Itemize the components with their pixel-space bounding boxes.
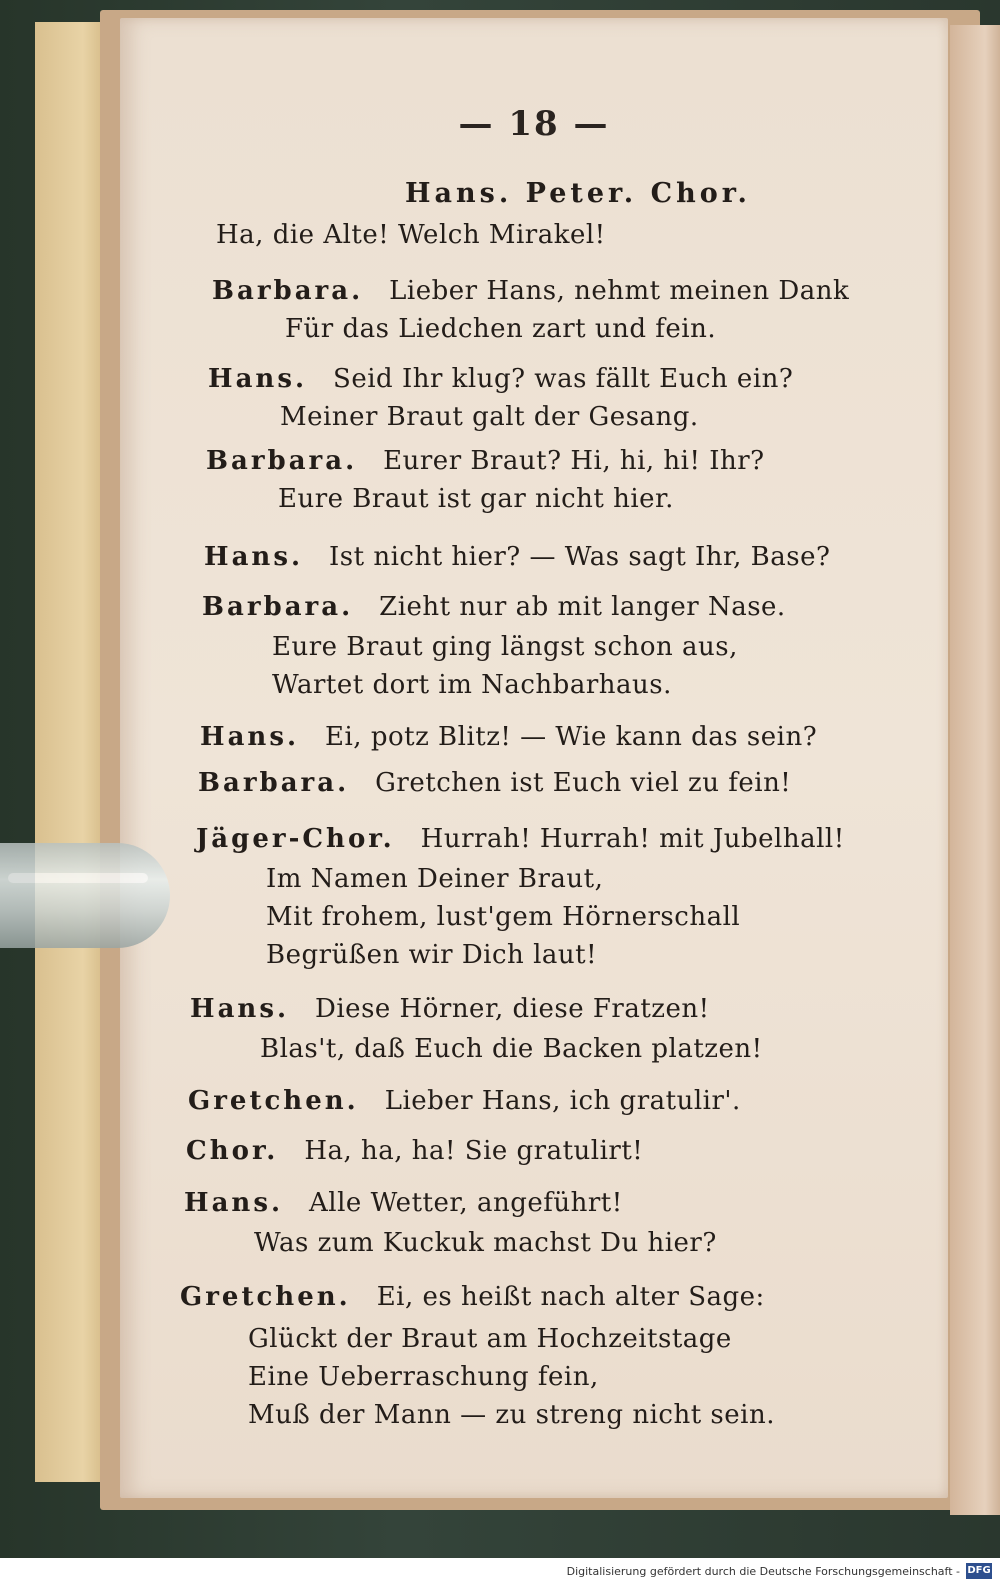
verse-line — [260, 1034, 763, 1064]
scene-heading: Hans. Peter. Chor. — [405, 178, 751, 209]
verse-text: Gretchen ist Euch viel zu fein! — [375, 768, 792, 798]
verse-line — [254, 1228, 717, 1258]
dfg-logo: DFG — [966, 1563, 992, 1579]
verse-line — [272, 670, 672, 700]
verse-line — [285, 314, 716, 344]
verse-text: Eurer Braut? Hi, hi, hi! Ihr? — [383, 446, 765, 476]
verse-text: Begrüßen wir Dich laut! — [266, 940, 598, 970]
verse-line — [198, 768, 791, 798]
verse-text: Eure Braut ging längst schon aus, — [272, 632, 738, 662]
verse-line — [216, 220, 606, 250]
speaker-name: Hans. — [200, 722, 300, 752]
speaker-name: Barbara. — [206, 446, 358, 476]
speaker-name: Barbara. — [212, 276, 364, 306]
verse-text: Hurrah! Hurrah! mit Jubelhall! — [420, 824, 845, 854]
verse-text: Lieber Hans, ich gratulir'. — [384, 1086, 741, 1116]
verse-text: Ha, die Alte! Welch Mirakel! — [216, 220, 606, 250]
verse-line — [206, 446, 765, 476]
verse-line — [266, 864, 603, 894]
verse-line — [190, 994, 710, 1024]
verse-text: Ha, ha, ha! Sie gratulirt! — [304, 1136, 644, 1166]
verse-text: Für das Liedchen zart und fein. — [285, 314, 717, 344]
speaker-name: Hans. — [184, 1188, 284, 1218]
verse-text: Im Namen Deiner Braut, — [266, 864, 604, 894]
verse-line — [266, 902, 740, 932]
verse-line — [204, 542, 830, 572]
verse-line — [212, 276, 849, 306]
verse-text: Was zum Kuckuk machst Du hier? — [254, 1228, 717, 1258]
verse-line — [248, 1400, 775, 1430]
page-holder-clip — [0, 843, 170, 948]
verse-line — [180, 1282, 765, 1312]
speaker-name: Barbara. — [202, 592, 354, 622]
verse-line — [188, 1086, 741, 1116]
verse-text: Wartet dort im Nachbarhaus. — [272, 670, 672, 700]
speaker-name: Jäger-Chor. — [196, 824, 395, 854]
digitization-credit: Digitalisierung gefördert durch die Deutsche Forschungsgemeinschaft - — [566, 1565, 960, 1578]
verse-text: Lieber Hans, nehmt meinen Dank — [389, 276, 850, 306]
verse-text: Ei, es heißt nach alter Sage: — [376, 1282, 765, 1312]
verse-text: Glückt der Braut am Hochzeitstage — [248, 1324, 732, 1354]
verse-line — [202, 592, 786, 622]
verse-text: Eine Ueberraschung fein, — [248, 1362, 599, 1392]
verse-text: Muß der Mann — zu streng nicht sein. — [248, 1400, 775, 1430]
speaker-name: Gretchen. — [188, 1086, 359, 1116]
speaker-name: Hans. — [190, 994, 290, 1024]
verse-text: Ei, potz Blitz! — Wie kann das sein? — [325, 722, 818, 752]
verse-text: Diese Hörner, diese Fratzen! — [315, 994, 710, 1024]
verse-line — [184, 1188, 623, 1218]
verse-line — [248, 1362, 599, 1392]
facing-page-edge — [950, 25, 1000, 1515]
verse-text: Alle Wetter, angeführt! — [309, 1188, 623, 1218]
verse-line — [272, 632, 738, 662]
speaker-name: Barbara. — [198, 768, 350, 798]
page-number: — 18 — — [458, 104, 610, 144]
speaker-name: Hans. — [204, 542, 304, 572]
verse-text: Ist nicht hier? — Was sagt Ihr, Base? — [329, 542, 831, 572]
verse-line — [280, 402, 699, 432]
verse-line — [248, 1324, 732, 1354]
speaker-name: Hans. — [208, 364, 308, 394]
verse-line — [266, 940, 597, 970]
verse-text: Zieht nur ab mit langer Nase. — [379, 592, 786, 622]
verse-text: Mit frohem, lust'gem Hörnerschall — [266, 902, 741, 932]
verse-line — [196, 824, 845, 854]
verse-text: Eure Braut ist gar nicht hier. — [278, 484, 674, 514]
speaker-name: Gretchen. — [180, 1282, 351, 1312]
verse-text: Meiner Braut galt der Gesang. — [280, 402, 699, 432]
verse-text: Seid Ihr klug? was fällt Euch ein? — [333, 364, 794, 394]
book-page — [120, 18, 948, 1498]
verse-line — [278, 484, 674, 514]
speaker-name: Chor. — [186, 1136, 279, 1166]
verse-text: Blas't, daß Euch die Backen platzen! — [260, 1034, 763, 1064]
verse-line — [208, 364, 793, 394]
verse-line — [186, 1136, 643, 1166]
verse-line — [200, 722, 817, 752]
